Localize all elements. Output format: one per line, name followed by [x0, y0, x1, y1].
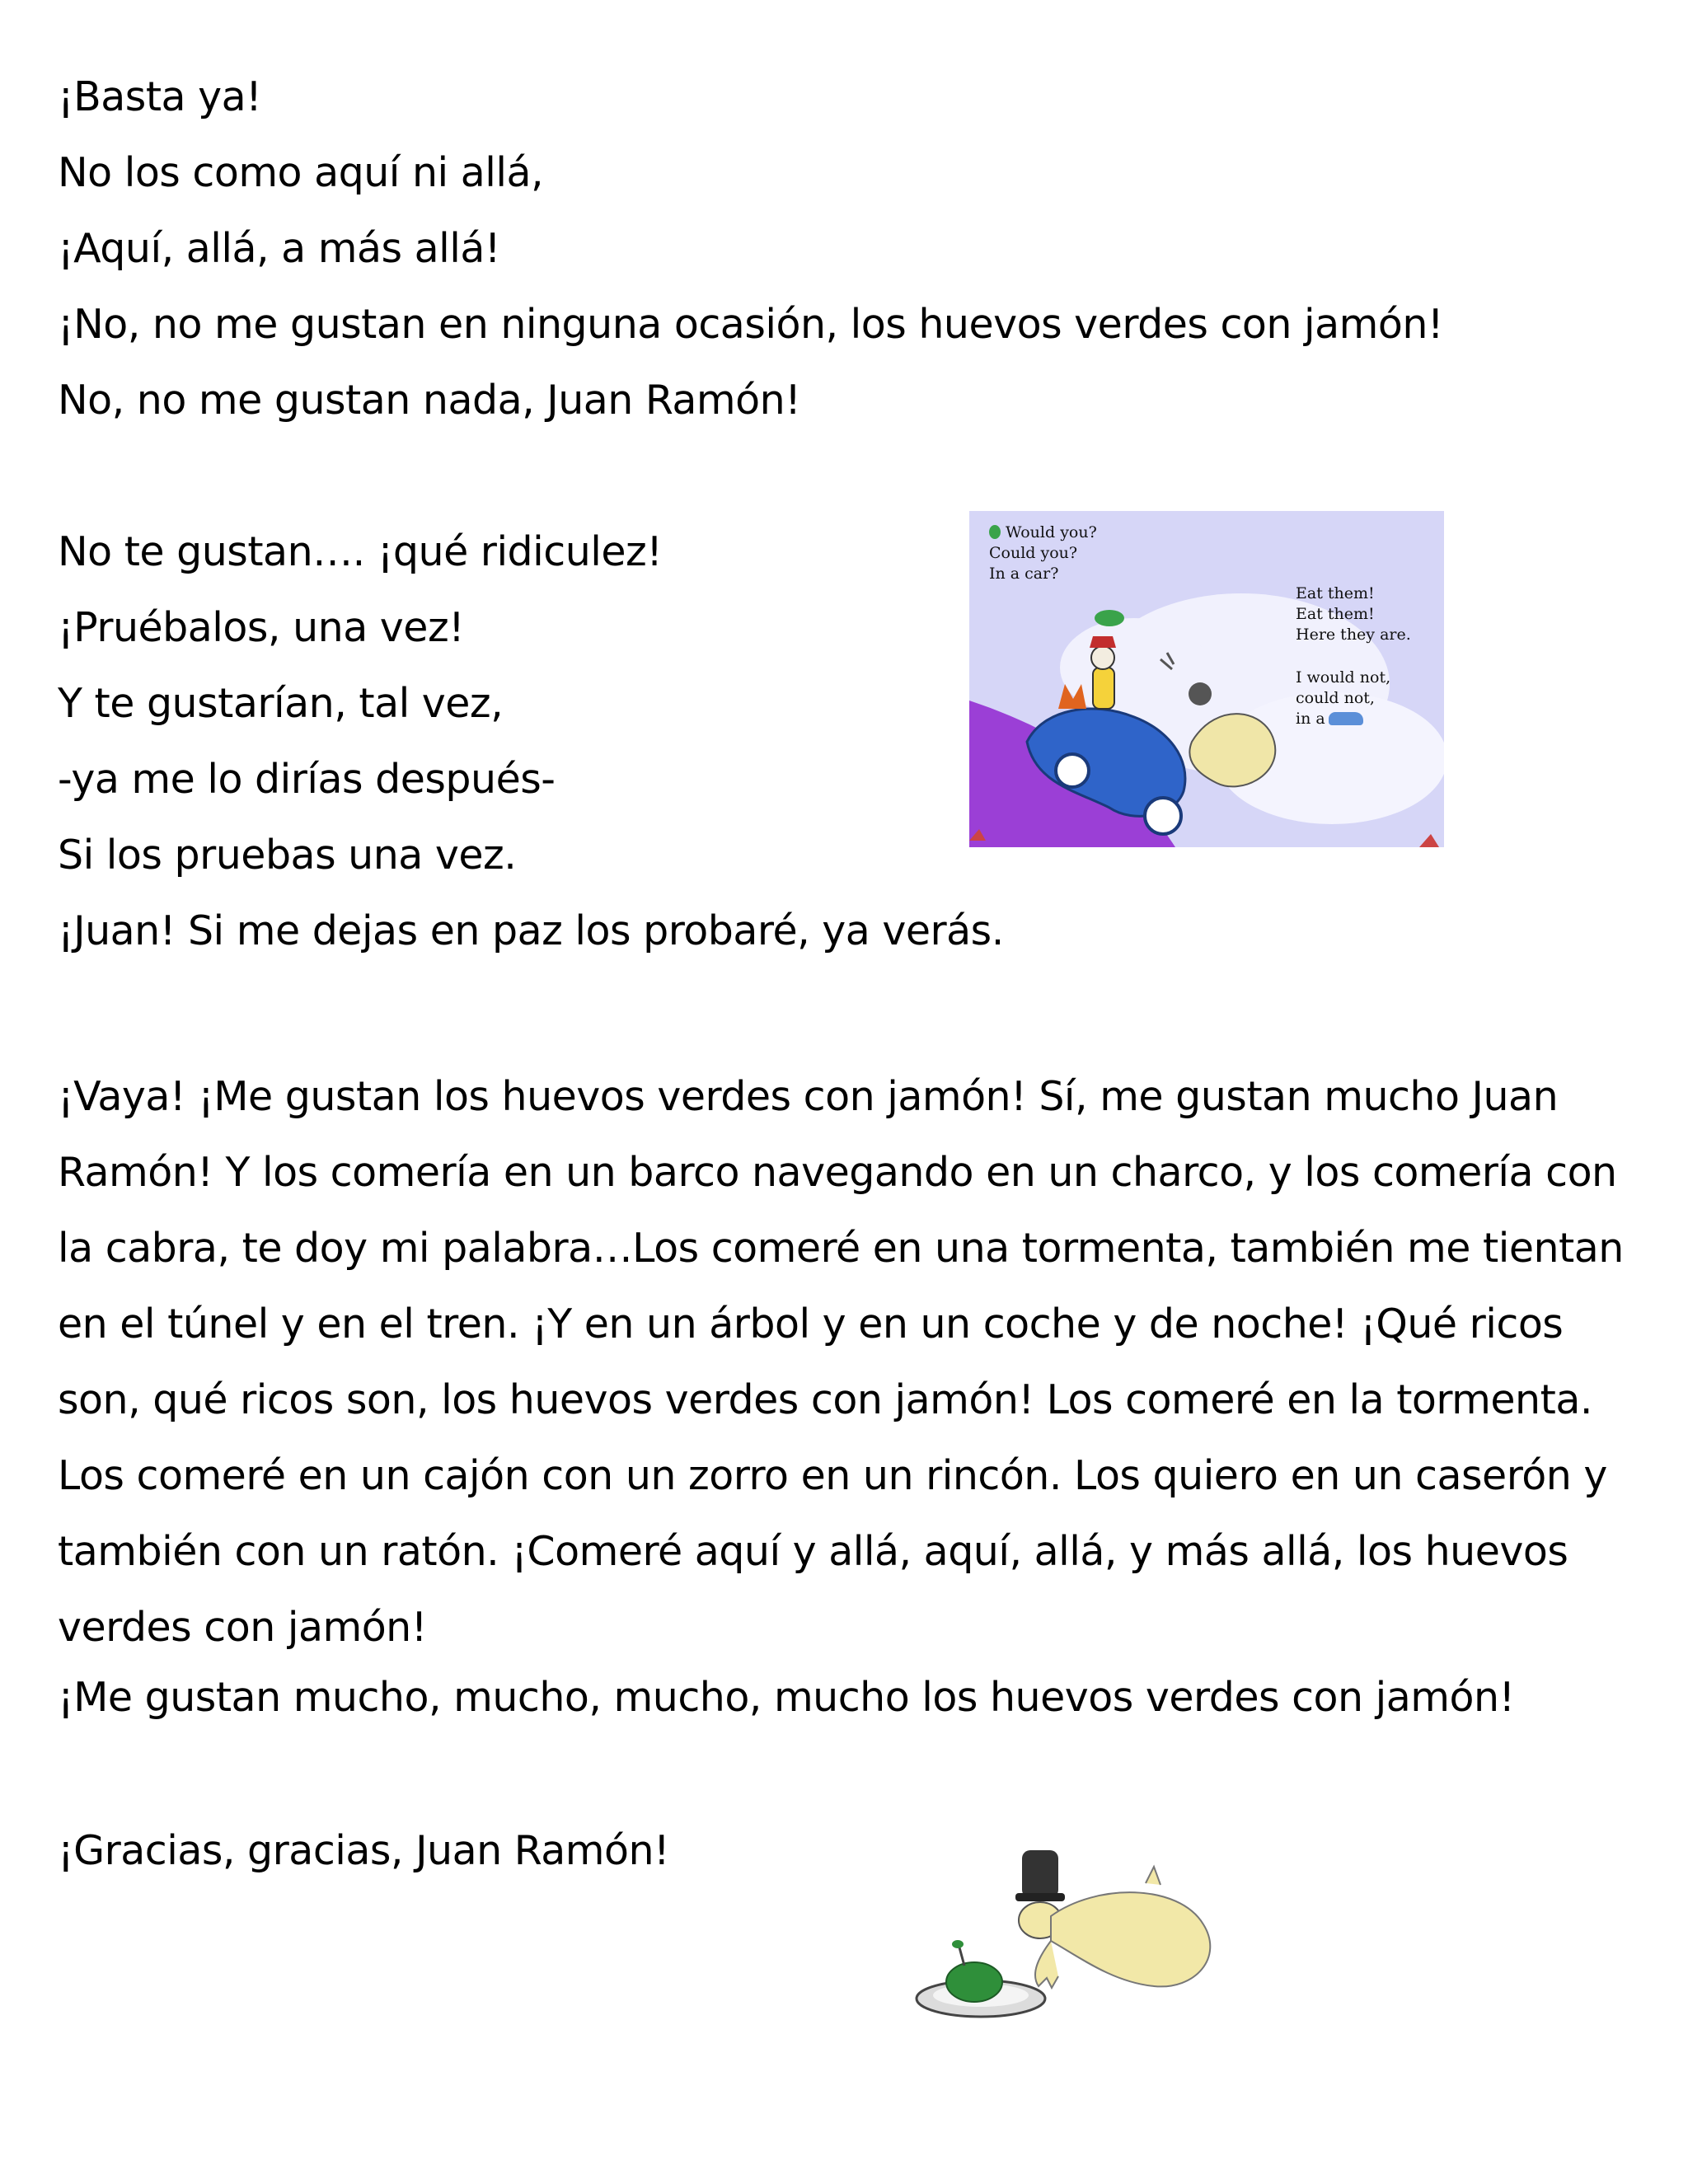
creature-with-plate-illustration [907, 1834, 1236, 2048]
illustration-right1-line-3: Here they are. [1296, 626, 1411, 644]
illustration-right1-line-2: Eat them! [1296, 605, 1375, 623]
illustration-right2-line-2: could not, [1296, 689, 1375, 707]
illustration-right1-line-1: Eat them! [1296, 584, 1375, 602]
stanza2-line-5: Si los pruebas una vez. [58, 832, 517, 879]
stanza1-line-2: No los como aquí ni allá, [58, 149, 544, 196]
illustration-left-line-3: In a car? [989, 565, 1059, 583]
illustration-left-text [989, 523, 1097, 584]
car-icon [1329, 712, 1363, 725]
stanza1-line-3: ¡Aquí, allá, a más allá! [58, 225, 501, 272]
illustration-left-line-2: Could you? [989, 544, 1078, 562]
stanza1-line-5: No, no me gustan nada, Juan Ramón! [58, 377, 801, 424]
illustration-right2-line-3: in a [1296, 710, 1325, 728]
stanza2-line-4: -ya me lo dirías después- [58, 756, 556, 803]
line-5: ¡Gracias, gracias, Juan Ramón! [58, 1827, 670, 1874]
stanza2-line-2: ¡Pruébalos, una vez! [58, 604, 465, 651]
green-egg-icon [989, 525, 1001, 539]
car-scene-illustration [969, 511, 1444, 847]
paragraph-3: ¡Vaya! ¡Me gustan los huevos verdes con jamón! Sí, me gustan mucho Juan Ramón! Y los comería en un barco navegando en un charco, y los comería con la cabra, te doy mi palabra…Los comeré en una tormenta, también me tientan en el túnel y en el tren. ¡Y en un árbol y en un coche y de noche! ¡Qué ricos son, qué ricos son, los huevos verdes con jamón! Los comeré en la tormenta. Los comeré en un cajón con un zorro en un rincón. Los quiero en un caserón y también con un ratón. ¡Comeré aquí y allá, aquí, allá, y más allá, los huevos verdes con jamón! [58, 1073, 1624, 1651]
stanza1-line-4: ¡No, no me gustan en ninguna ocasión, los huevos verdes con jamón! [58, 301, 1444, 348]
line-4: ¡Me gustan mucho, mucho, mucho, mucho los huevos verdes con jamón! [58, 1674, 1515, 1721]
stanza2-line-6: ¡Juan! Si me dejas en paz los probaré, ya verás. [58, 907, 1004, 954]
illustration-right-text-1 [1296, 583, 1411, 645]
stanza1-line-1: ¡Basta ya! [58, 73, 262, 120]
stanza2-line-1: No te gustan…. ¡qué ridiculez! [58, 528, 663, 575]
illustration-right-text-2 [1296, 668, 1390, 729]
stanza2-line-3: Y te gustarían, tal vez, [58, 680, 504, 727]
illustration-right2-line-1: I would not, [1296, 668, 1391, 687]
illustration-left-line-1: Would you? [1006, 523, 1097, 541]
